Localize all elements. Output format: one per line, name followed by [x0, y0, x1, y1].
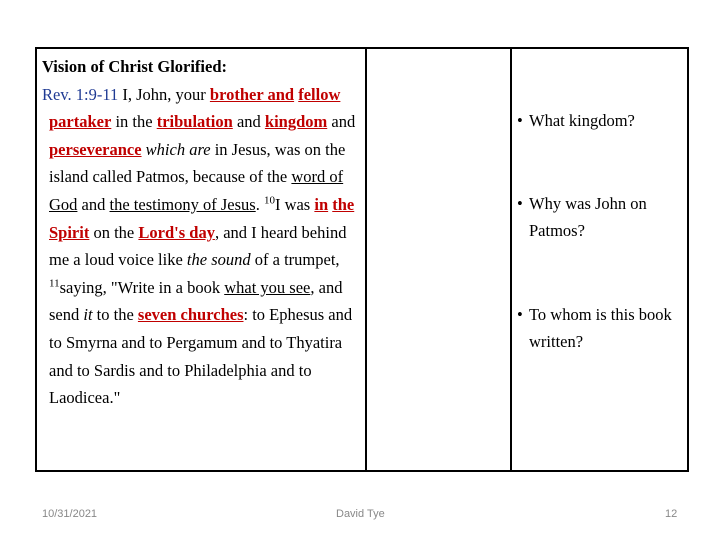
- footer-date: 10/31/2021: [42, 508, 98, 520]
- scripture-passage: [42, 53, 362, 412]
- question-item: • To whom is this book written?: [517, 301, 704, 355]
- footer-page-number: 12: [665, 508, 678, 520]
- scripture-reference: Rev. 1:9-11: [42, 84, 119, 104]
- footer-author: David Tye: [336, 508, 385, 520]
- column-divider-right: [510, 49, 512, 470]
- bullet-icon: •: [517, 111, 523, 130]
- passage-heading: Vision of Christ Glorified:: [42, 57, 228, 76]
- column-divider-left: [365, 49, 367, 470]
- question-item: • What kingdom?: [517, 107, 704, 134]
- bullet-icon: •: [517, 194, 523, 213]
- bullet-icon: •: [517, 305, 523, 324]
- question-item: • Why was John on Patmos?: [517, 190, 704, 244]
- content-table: [35, 47, 689, 472]
- passage-text: Rev. 1:9-11 I, John, your brother and fellow partaker in the tribulation and kingdom and perseverance which are in Jesus, was on the island called Patmos, because of the word of God and the testimony of Jesus. $^{10}$I was in the Spirit on the Lord's day, and I heard behind me a loud voice like the sound of a trumpet, $^{11}$saying, "Write in a book what you see, and send it to the seven churches: to Ephesus and to Smyrna and to Pergamum and to Thyatira and to Sardis and to Philadelphia and to Laodicea.": [42, 84, 356, 408]
